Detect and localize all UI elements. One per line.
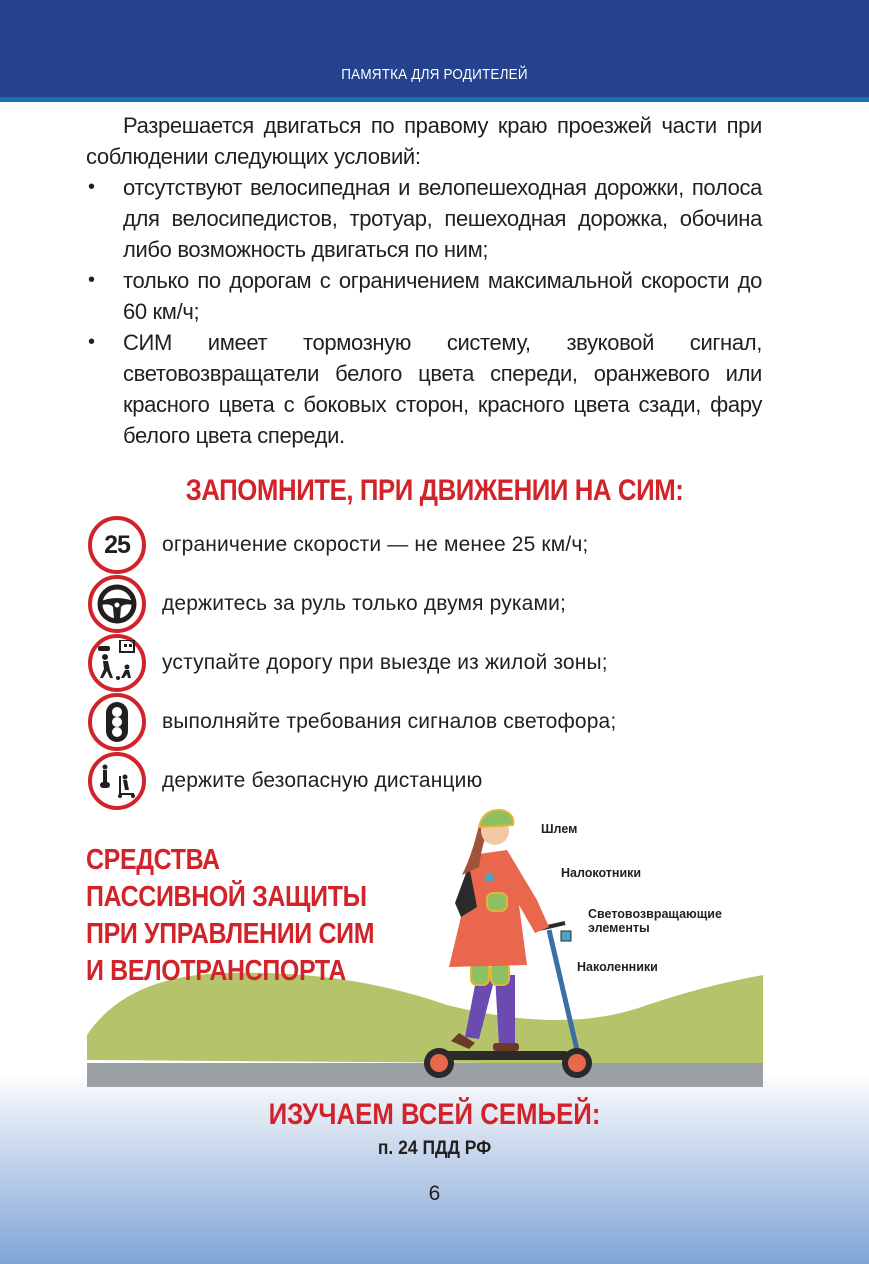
protection-title-line: И ВЕЛОТРАНСПОРТА [86,955,346,987]
protection-title-line: ПРИ УПРАВЛЕНИИ СИМ [86,918,375,950]
label-knee-pads: Наколенники [577,960,658,974]
safe-distance-icon [88,752,146,810]
steering-wheel-icon [88,575,146,633]
list-item [86,265,762,327]
rule-item [88,515,728,574]
speed-limit-25-icon [88,516,146,574]
protection-title-line: СРЕДСТВА [86,844,220,876]
label-elbow-pads: Налокотники [561,866,642,880]
conditions-text [86,110,762,451]
svg-text:25: 25 [104,530,130,559]
protection-title-line: ПАССИВНОЙ ЗАЩИТЫ [86,881,367,913]
traffic-light-icon [88,693,146,751]
rule-item [88,692,728,751]
rule-text: держите безопасную дистанцию [162,768,483,792]
residential-zone-icon [88,634,146,692]
rules-list [88,515,728,810]
list-item-text: СИМ имеет тормозную систему, звуковой сигнал, световозвращатели белого цвета спереди, оранжевого или красного цвета с боковых сторон, красного цвета сзади, фару белого цвета спереди. [123,330,762,448]
remember-title: ЗАПОМНИТЕ, ПРИ ДВИЖЕНИИ НА СИМ: [185,474,684,507]
intro-paragraph: Разрешается двигаться по правому краю проезжей части при соблюдении следующих условий: [86,113,762,169]
label-reflectors-line: элементы [588,921,650,935]
header-stripe [0,97,869,102]
page-header [0,0,869,97]
bullet-icon: • [88,176,95,198]
page-number: 6 [428,1182,441,1205]
list-item [86,172,762,265]
list-item-text: только по дорогам с ограничением максимальной скорости до 60 км/ч; [123,268,762,324]
label-helmet: Шлем [541,822,578,836]
list-item [86,327,762,451]
label-reflectors [588,907,722,935]
bullet-icon: • [88,331,95,353]
footer-reference: п. 24 ПДД РФ [377,1138,492,1159]
conditions-list [86,172,762,451]
list-item-text: отсутствуют велосипедная и велопешеходная дорожки, полоса для велосипедистов, тротуар, пешеходная дорожка, обочина либо возможность двигаться по ним; [123,175,762,262]
rule-text: уступайте дорогу при выезде из жилой зоны; [162,650,608,674]
rule-text: выполняйте требования сигналов светофора; [162,709,617,733]
rule-item [88,751,728,810]
header-title: ПАМЯТКА ДЛЯ РОДИТЕЛЕЙ [341,66,528,83]
rule-text: ограничение скорости — не менее 25 км/ч; [162,532,589,556]
bullet-icon: • [88,269,95,291]
footer-title: ИЗУЧАЕМ ВСЕЙ СЕМЬЕЙ: [268,1098,601,1131]
protection-title [86,842,374,990]
rule-text: держитесь за руль только двумя руками; [162,591,566,615]
label-reflectors-line: Световозвращающие [588,907,722,921]
rule-item [88,574,728,633]
rule-item [88,633,728,692]
